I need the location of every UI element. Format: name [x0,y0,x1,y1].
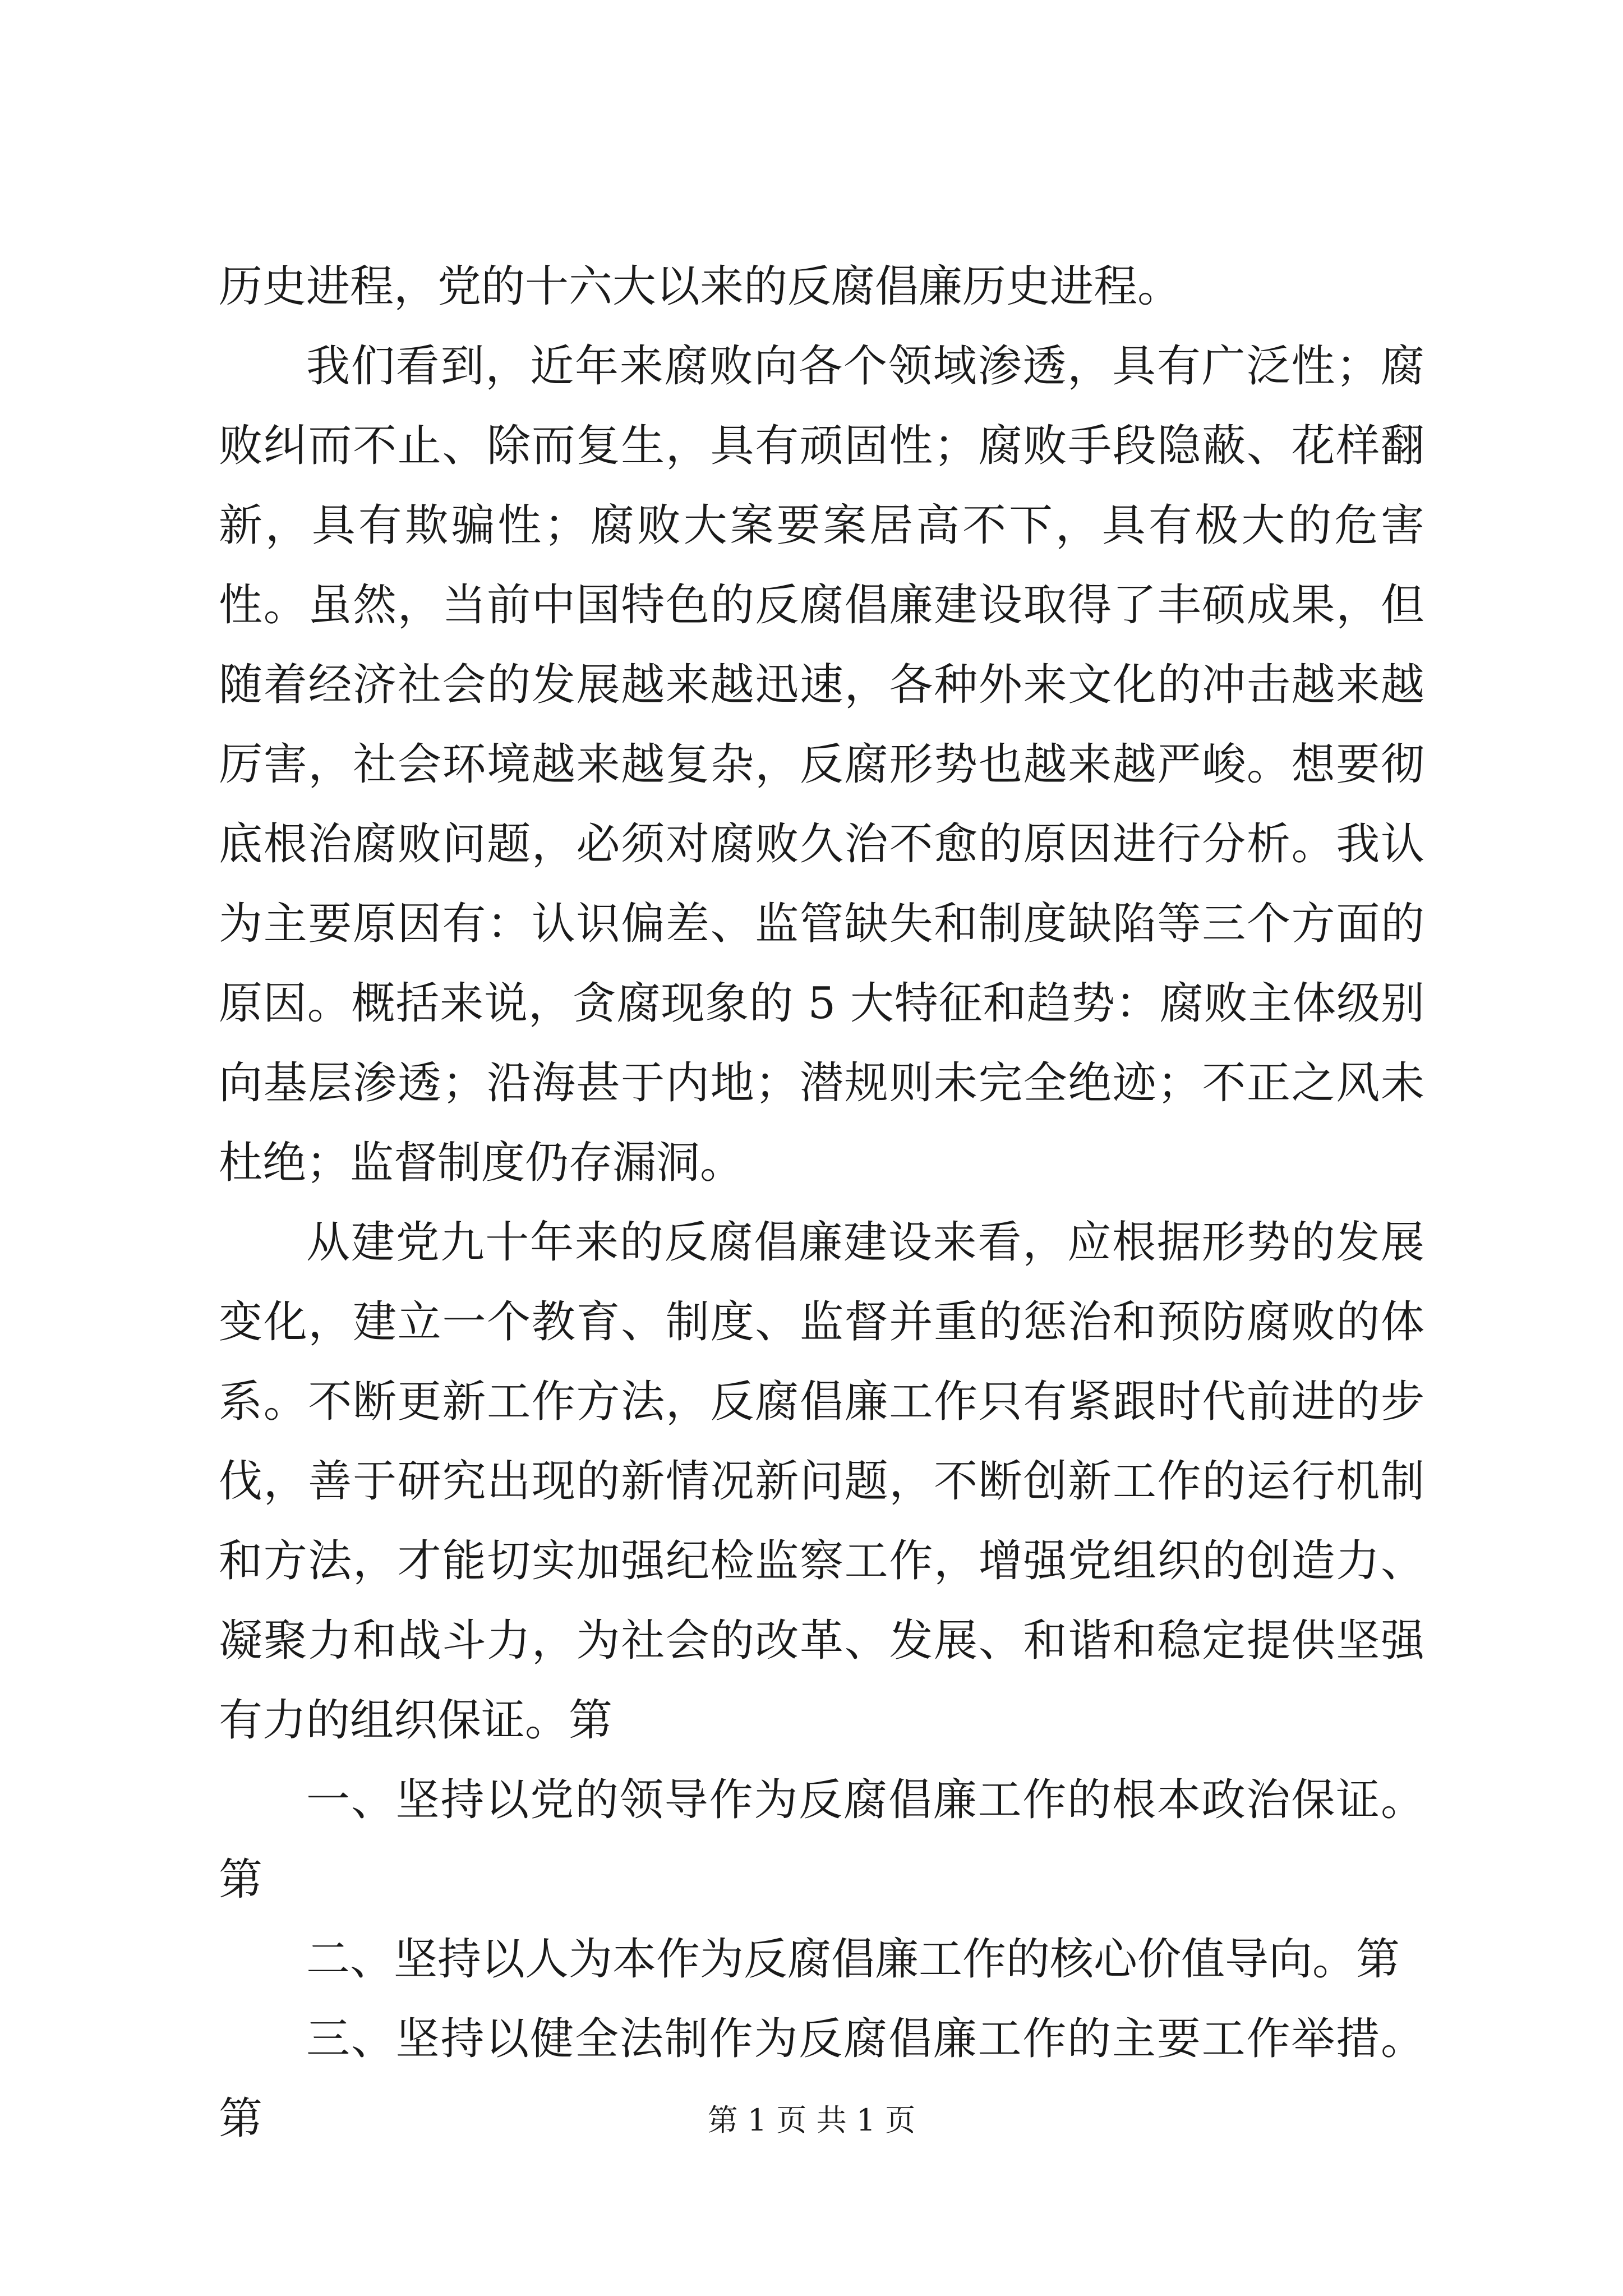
paragraph-continuation: 历史进程，党的十六大以来的反腐倡廉历史进程。 [219,261,1182,312]
paragraph-point-one: 一、坚持以党的领导作为反腐倡廉工作的根本政治保证。第 [219,1775,1424,1905]
page-footer [0,2101,1623,2140]
page-number-label: 第 1 页 共 1 页 [707,2102,916,2138]
paragraph-corruption-analysis: 我们看到，近年来腐败向各个领域渗透，具有广泛性；腐败纠而不止、除而复生，具有顽固性；腐败手段隐蔽、花样翻新，具有欺骗性；腐败大案要案居高不下，具有极大的危害性。虽然，当前中国特色的反腐倡廉建设取得了丰硕成果，但随着经济社会的发展越来越迅速，各种外来文化的冲击越来越厉害，社会环境越来越复杂，反腐形势也越来越严峻。想要彻底根治腐败问题，必须对腐败久治不愈的原因进行分析。我认为主要原因有：认识偏差、监管缺失和制度缺陷等三个方面的原因。概括来说，贪腐现象的 5 大特征和趋势：腐败主体级别向基层渗透；沿海甚于内地；潜规则未完全绝迹；不正之风未杜绝；监督制度仍存漏洞。 [219,341,1424,1188]
document-body [219,247,1424,2159]
paragraph-point-three: 三、坚持以健全法制作为反腐倡廉工作的主要工作举措。第 [219,2014,1424,2144]
paragraph-point-two: 二、坚持以人为本作为反腐倡廉工作的核心价值导向。第 [306,1934,1400,1985]
paragraph-anti-corruption-system: 从建党九十年来的反腐倡廉建设来看，应根据形势的发展变化，建立一个教育、制度、监督并重的惩治和预防腐败的体系。不断更新工作方法，反腐倡廉工作只有紧跟时代前进的步伐，善于研究出现的新情况新问题，不断创新工作的运行机制和方法，才能切实加强纪检监察工作，增强党组织的创造力、凝聚力和战斗力，为社会的改革、发展、和谐和稳定提供坚强有力的组织保证。第 [219,1217,1424,1746]
